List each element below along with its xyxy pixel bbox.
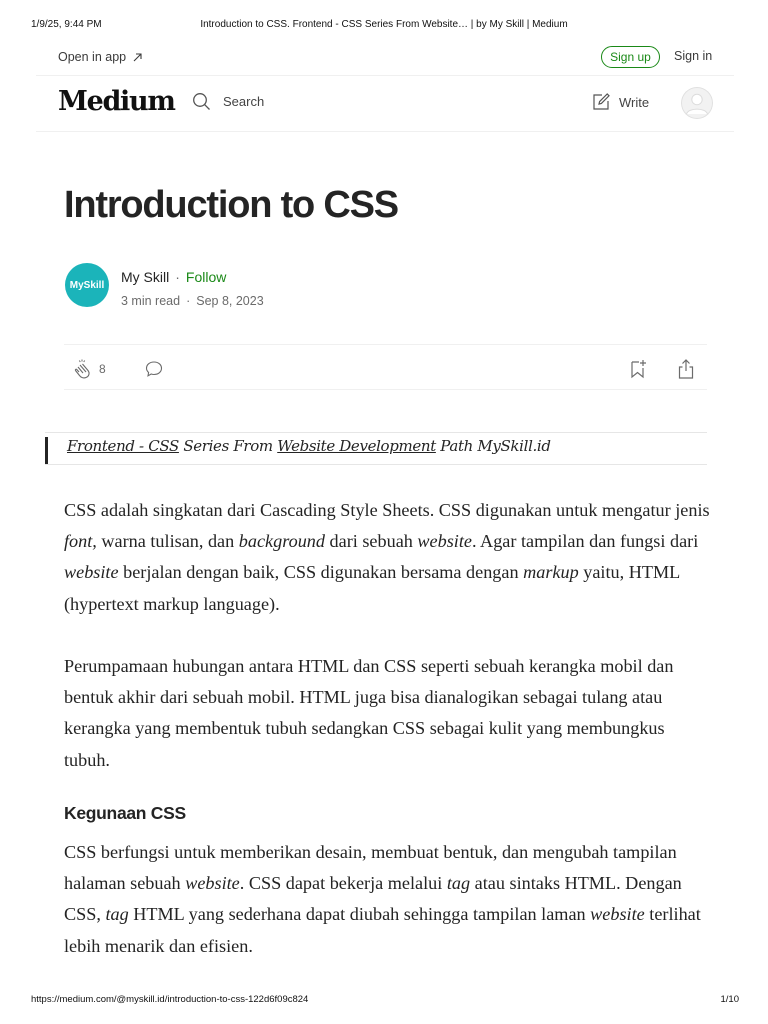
write-button[interactable]: [591, 92, 649, 112]
text-run: atau sintaks HTML. Dengan CSS,: [64, 873, 682, 925]
paragraph-html-css-analogy: Perumpamaan hubungan antara HTML dan CSS seperti sebuah kerangka mobil dan bentuk akhir dari sebuah mobil. HTML juga bisa dianalogikan sebagai tulang atau kerangka yang membentuk tubuh sedangkan CSS sebagai kulit yang membungkus tubuh.: [64, 656, 674, 770]
separator-dot: ·: [186, 294, 191, 308]
text-run: HTML yang sederhana dapat diubah sehingga tampilan laman: [128, 904, 591, 925]
text-run-italic: website: [64, 562, 119, 583]
text-run-italic: website: [417, 531, 472, 552]
clap-icon: [72, 358, 94, 380]
nav-bar: [36, 77, 734, 132]
text-run-italic: background: [238, 531, 325, 552]
pullquote-text-part: Path MySkill.id: [435, 437, 551, 455]
search-placeholder: Search: [223, 94, 265, 109]
share-button[interactable]: [676, 358, 696, 385]
text-run-italic: font,: [64, 531, 97, 552]
top-bar: [36, 46, 734, 76]
print-footer: [0, 994, 768, 1008]
text-run: warna tulisan, dan: [96, 531, 239, 552]
article-meta: [121, 294, 264, 308]
sign-in-link[interactable]: Sign in: [674, 49, 713, 63]
paragraph-css-definition: [64, 495, 712, 620]
clap-button[interactable]: [72, 358, 106, 380]
text-run-italic: tag: [105, 904, 129, 925]
text-run: berjalan dengan baik, CSS digunakan bersama dengan: [118, 562, 524, 583]
text-run: . CSS dapat bekerja melalui: [239, 873, 447, 894]
text-run-italic: website: [185, 873, 240, 894]
website-development-link[interactable]: Website Development: [277, 437, 436, 455]
text-run: yaitu, HTML (hypertext markup language).: [64, 562, 680, 614]
text-run-italic: website: [590, 904, 645, 925]
print-doc-title: Introduction to CSS. Frontend - CSS Series From Website… | by My Skill | Medium: [200, 19, 568, 30]
text-run: . Agar tampilan dan fungsi dari: [471, 531, 699, 552]
section-heading: Kegunaan CSS: [64, 803, 186, 823]
pullquote-bar: [45, 437, 48, 464]
arrow-up-right-icon: [132, 52, 143, 63]
article-title: Introduction to CSS: [64, 184, 398, 226]
write-icon: [591, 92, 611, 112]
read-time: 3 min read: [121, 294, 181, 308]
text-run: CSS adalah singkatan dari Cascading Style Sheets. CSS digunakan untuk mengatur jenis: [64, 500, 710, 520]
bookmark-add-icon: [628, 358, 648, 380]
user-avatar[interactable]: [681, 87, 713, 119]
write-label: Write: [619, 94, 650, 110]
search-input[interactable]: [192, 92, 264, 111]
pullquote-text: [67, 437, 551, 455]
author-name[interactable]: My Skill: [121, 269, 170, 285]
author-avatar[interactable]: [65, 263, 109, 307]
comment-button[interactable]: [144, 359, 164, 384]
text-run: dari sebuah: [324, 531, 418, 552]
open-in-app-link[interactable]: [58, 50, 143, 64]
print-header: [0, 19, 768, 33]
user-icon: [681, 87, 713, 119]
text-run-italic: tag: [446, 873, 471, 894]
clap-count: 8: [99, 362, 106, 376]
share-icon: [676, 358, 696, 380]
sign-up-button[interactable]: Sign up: [601, 46, 660, 68]
text-run: CSS berfungsi untuk memberikan desain, membuat bentuk, dan mengubah tampilan halaman sebuah: [64, 842, 677, 894]
search-icon: [192, 92, 211, 111]
publish-date: Sep 8, 2023: [196, 294, 264, 308]
print-datetime: 1/9/25, 9:44 PM: [31, 19, 102, 30]
text-run: terlihat lebih menarik dan efisien.: [64, 904, 701, 956]
print-url: https://medium.com/@myskill.id/introduction-to-css-122d6f09c824: [31, 994, 309, 1005]
follow-button[interactable]: Follow: [185, 269, 227, 285]
bookmark-button[interactable]: [628, 358, 648, 385]
author-row: [121, 269, 226, 285]
series-pullquote: [45, 432, 707, 465]
open-in-app-label: Open in app: [58, 50, 127, 64]
print-page-number: 1/10: [720, 994, 739, 1005]
comment-icon: [144, 359, 164, 379]
text-run-italic: markup: [523, 562, 579, 583]
paragraph-css-function: [64, 837, 712, 962]
medium-logo[interactable]: Medium: [58, 86, 175, 117]
author-logo-text: MySkill: [69, 279, 105, 291]
frontend-css-link[interactable]: Frontend - CSS: [67, 437, 179, 455]
pullquote-text-part: Series From: [178, 437, 278, 455]
action-bar: [64, 344, 707, 390]
separator-dot: ·: [175, 269, 180, 285]
